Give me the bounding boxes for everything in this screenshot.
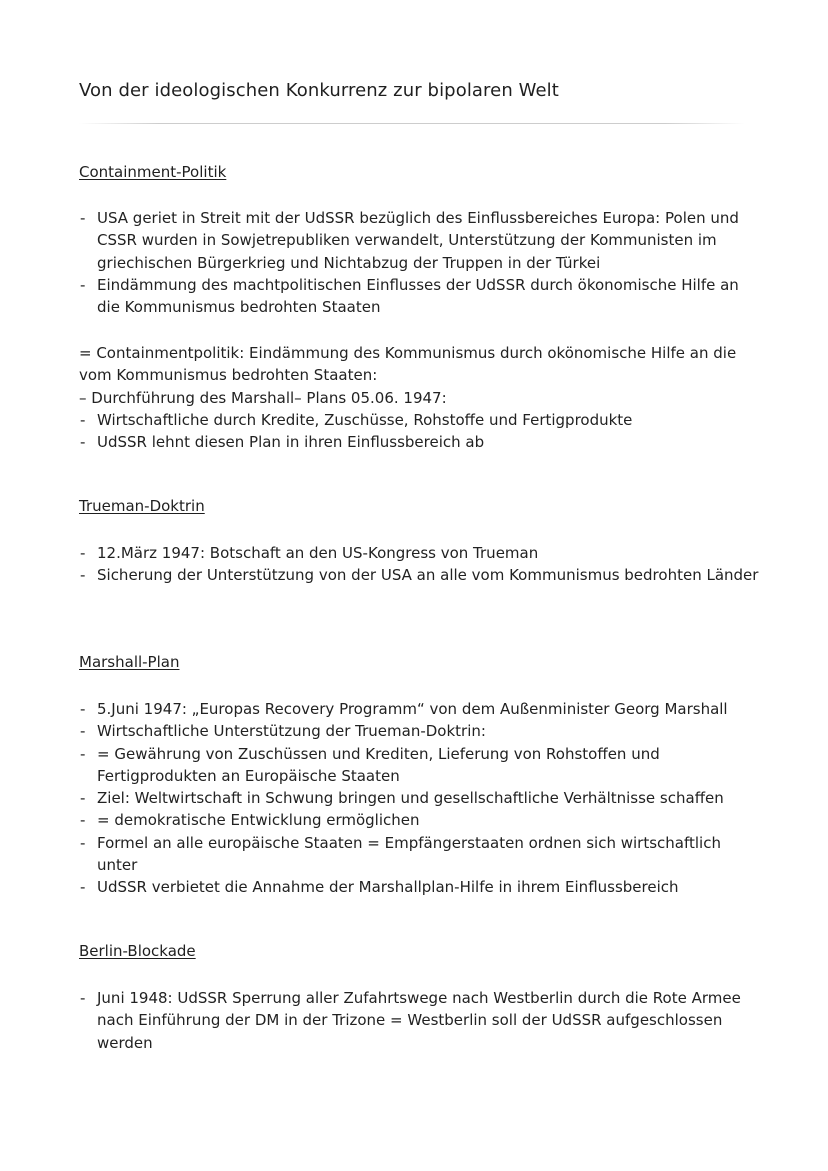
- list-dash: -: [80, 700, 86, 718]
- containment-definition: = Containmentpolitik: Eindämmung des Kommunismus durch okönomische Hilfe an die vom Kommunismus bedrohten Staaten:: [79, 344, 737, 385]
- list-item-text: 12.März 1947: Botschaft an den US-Kongress von Trueman: [97, 544, 539, 562]
- list-item-text: = Gewährung von Zuschüssen und Krediten, Lieferung von Rohstoffen und Fertigprodukten an Europäische Staaten: [97, 744, 660, 785]
- heading-berlin-blockade: Berlin-Blockade: [79, 942, 196, 960]
- list-dash: -: [80, 811, 86, 830]
- heading-containment-politik: Containment-Politik: [79, 163, 227, 181]
- containment-sub-bullet-list: [79, 409, 759, 454]
- heading-trueman-doktrin: Trueman-Doktrin: [79, 497, 205, 515]
- list-item: [79, 274, 759, 319]
- list-item: [79, 409, 759, 431]
- containment-definition-block: [79, 342, 759, 409]
- list-dash: -: [80, 566, 86, 585]
- list-item-text: Wirtschaftliche durch Kredite, Zuschüsse, Rohstoffe und Fertigprodukte: [97, 411, 633, 429]
- list-item-text: 5.Juni 1947: „Europas Recovery Programm“ von dem Außenminister Georg Marshall: [97, 700, 728, 718]
- title-divider: [79, 123, 745, 124]
- list-item-text: Sicherung der Unterstützung von der USA an alle vom Kommunismus bedrohten Länder: [97, 566, 759, 585]
- marshall-plan-line: – Durchführung des Marshall– Plans 05.06. 1947:: [79, 388, 447, 407]
- containment-bullet-list: [79, 207, 759, 318]
- list-item: [79, 832, 759, 877]
- list-dash: -: [80, 722, 86, 741]
- list-item-text: Formel an alle europäische Staaten = Empfängerstaaten ordnen sich wirtschaftlich unter: [97, 833, 721, 875]
- list-item: [79, 564, 759, 586]
- list-item: [79, 809, 759, 831]
- heading-marshall-plan: Marshall-Plan: [79, 653, 180, 671]
- list-item: [79, 542, 759, 564]
- list-dash: -: [80, 833, 86, 852]
- list-dash: -: [80, 275, 86, 294]
- list-item-text: = demokratische Entwicklung ermöglichen: [97, 811, 420, 830]
- marshall-bullet-list: [79, 698, 759, 899]
- list-item: [79, 787, 759, 809]
- truman-bullet-list: [79, 542, 759, 587]
- list-item-text: USA geriet in Streit mit der UdSSR bezüglich des Einflussbereiches Europa: Polen und CSSR wurden in Sowjetrepubliken verwandelt, Unterstützung der Kommunisten im griechischen Bürgerkrieg und Nichtabzug der Truppen in der Türkei: [97, 209, 739, 272]
- list-item: [79, 720, 759, 742]
- list-item-text: Ziel: Weltwirtschaft in Schwung bringen und gesellschaftliche Verhältnisse schaffen: [97, 789, 724, 808]
- list-item: [79, 207, 759, 274]
- list-dash: -: [80, 989, 86, 1007]
- list-item: [79, 876, 759, 898]
- list-dash: -: [80, 209, 86, 227]
- list-dash: -: [80, 744, 86, 763]
- list-item: [79, 431, 759, 453]
- list-item-text: UdSSR verbietet die Annahme der Marshallplan-Hilfe in ihrem Einflussbereich: [97, 878, 679, 897]
- list-dash: -: [80, 433, 86, 452]
- list-item: [79, 987, 759, 1054]
- list-dash: -: [80, 411, 86, 429]
- list-item: [79, 698, 759, 720]
- berlin-bullet-list: [79, 987, 759, 1054]
- list-item: [79, 743, 759, 788]
- list-item-text: Wirtschaftliche Unterstützung der Trueman-Doktrin:: [97, 722, 486, 741]
- list-item-text: Juni 1948: UdSSR Sperrung aller Zufahrtswege nach Westberlin durch die Rote Armee nach Einführung der DM in der Trizone = Westberlin soll der UdSSR aufgeschlossen werden: [97, 989, 741, 1052]
- list-dash: -: [80, 544, 86, 562]
- page-title: Von der ideologischen Konkurrenz zur bipolaren Welt: [79, 80, 559, 101]
- list-item-text: UdSSR lehnt diesen Plan in ihren Einflussbereich ab: [97, 433, 485, 452]
- list-dash: -: [80, 789, 86, 808]
- list-dash: -: [80, 878, 86, 897]
- list-item-text: Eindämmung des machtpolitischen Einflusses der UdSSR durch ökonomische Hilfe an die Kommunismus bedrohten Staaten: [97, 275, 739, 317]
